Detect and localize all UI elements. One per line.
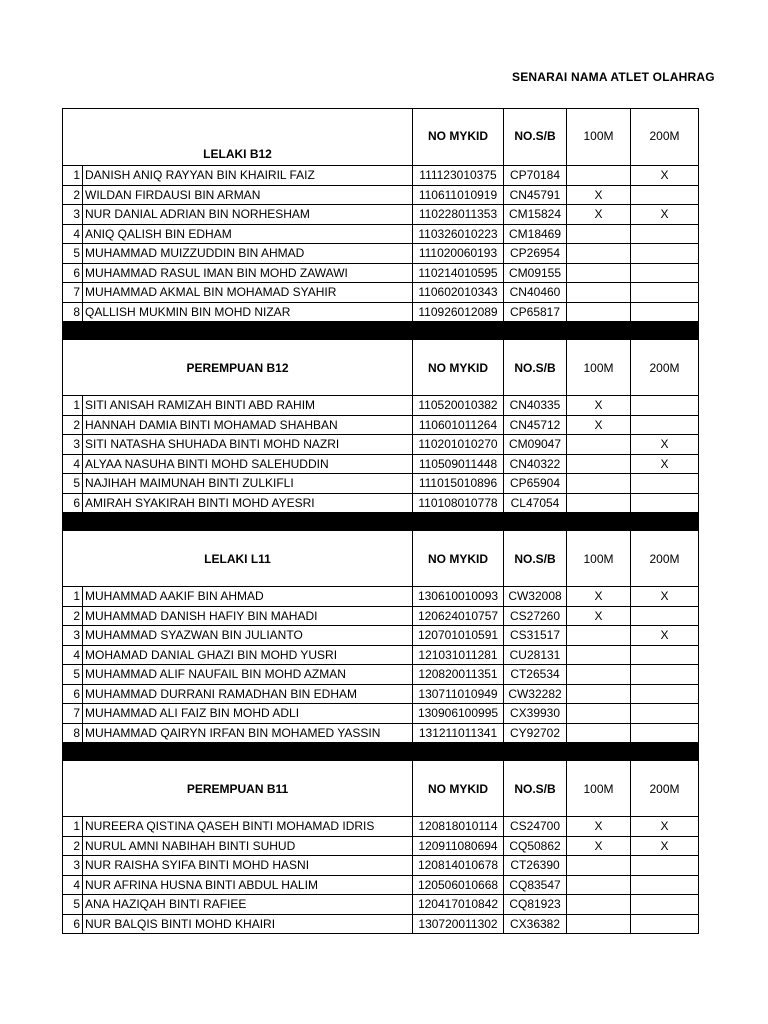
event-100m-mark: [567, 626, 631, 646]
athlete-name: SITI NATASHA SHUHADA BINTI MOHD NAZRI: [83, 435, 413, 455]
athlete-name: NUR DANIAL ADRIAN BIN NORHESHAM: [83, 205, 413, 225]
event-200m-mark: X: [631, 817, 699, 837]
sb-number: CL47054: [504, 493, 567, 513]
sb-number: CQ83547: [504, 875, 567, 895]
sb-number: CW32282: [504, 684, 567, 704]
section-divider: [63, 322, 699, 340]
column-header-100m: 100M: [567, 761, 631, 817]
row-number: 8: [63, 302, 83, 322]
row-number: 3: [63, 205, 83, 225]
event-100m-mark: [567, 704, 631, 724]
column-header-mykid: NO MYKID: [413, 340, 504, 396]
event-200m-mark: [631, 185, 699, 205]
event-200m-mark: [631, 704, 699, 724]
event-200m-mark: [631, 302, 699, 322]
mykid-number: 110214010595: [413, 263, 504, 283]
event-200m-mark: [631, 474, 699, 494]
mykid-number: 131211011341: [413, 723, 504, 743]
sb-number: CW32008: [504, 587, 567, 607]
row-number: 8: [63, 723, 83, 743]
athlete-row: [63, 606, 699, 626]
event-200m-mark: [631, 396, 699, 416]
athlete-name: MUHAMMAD ALIF NAUFAIL BIN MOHD AZMAN: [83, 665, 413, 685]
athlete-row: [63, 415, 699, 435]
mykid-number: 130610010093: [413, 587, 504, 607]
event-100m-mark: X: [567, 587, 631, 607]
row-number: 3: [63, 856, 83, 876]
column-header-mykid: NO MYKID: [413, 109, 504, 166]
event-200m-mark: X: [631, 454, 699, 474]
row-number: 4: [63, 875, 83, 895]
athlete-name: MUHAMMAD DANISH HAFIY BIN MAHADI: [83, 606, 413, 626]
athlete-name: ALYAA NASUHA BINTI MOHD SALEHUDDIN: [83, 454, 413, 474]
mykid-number: 120624010757: [413, 606, 504, 626]
row-number: 6: [63, 493, 83, 513]
athlete-table: [62, 108, 699, 934]
mykid-number: 110601011264: [413, 415, 504, 435]
athlete-name: ANA HAZIQAH BINTI RAFIEE: [83, 895, 413, 915]
mykid-number: 120506010668: [413, 875, 504, 895]
event-100m-mark: X: [567, 606, 631, 626]
row-number: 1: [63, 166, 83, 186]
event-200m-mark: [631, 665, 699, 685]
event-100m-mark: [567, 244, 631, 264]
athlete-name: MUHAMMAD SYAZWAN BIN JULIANTO: [83, 626, 413, 646]
event-100m-mark: [567, 665, 631, 685]
column-header-100m: 100M: [567, 109, 631, 166]
athlete-name: MOHAMAD DANIAL GHAZI BIN MOHD YUSRI: [83, 645, 413, 665]
row-number: 1: [63, 396, 83, 416]
athlete-row: [63, 626, 699, 646]
athlete-row: [63, 166, 699, 186]
athlete-name: MUHAMMAD AAKIF BIN AHMAD: [83, 587, 413, 607]
athlete-row: [63, 283, 699, 303]
event-200m-mark: X: [631, 166, 699, 186]
row-number: 4: [63, 645, 83, 665]
event-200m-mark: X: [631, 836, 699, 856]
event-200m-mark: X: [631, 205, 699, 225]
event-100m-mark: [567, 166, 631, 186]
section-header-row: [63, 109, 699, 166]
sb-number: CU28131: [504, 645, 567, 665]
event-200m-mark: [631, 895, 699, 915]
event-100m-mark: [567, 493, 631, 513]
column-header-mykid: NO MYKID: [413, 531, 504, 587]
athlete-row: [63, 244, 699, 264]
athlete-name: WILDAN FIRDAUSI BIN ARMAN: [83, 185, 413, 205]
row-number: 1: [63, 587, 83, 607]
divider-bar: [63, 513, 699, 531]
section-label: LELAKI B12: [63, 109, 413, 166]
section-divider: [63, 743, 699, 761]
row-number: 2: [63, 185, 83, 205]
sb-number: CM09155: [504, 263, 567, 283]
athlete-name: NUR AFRINA HUSNA BINTI ABDUL HALIM: [83, 875, 413, 895]
event-200m-mark: [631, 415, 699, 435]
sb-number: CP65904: [504, 474, 567, 494]
athlete-name: MUHAMMAD ALI FAIZ BIN MOHD ADLI: [83, 704, 413, 724]
sb-number: CS24700: [504, 817, 567, 837]
athlete-name: MUHAMMAD MUIZZUDDIN BIN AHMAD: [83, 244, 413, 264]
event-100m-mark: X: [567, 817, 631, 837]
column-header-nosb: NO.S/B: [504, 109, 567, 166]
sb-number: CM09047: [504, 435, 567, 455]
document-title: SENARAI NAMA ATLET OLAHRAG: [512, 70, 715, 84]
athlete-row: [63, 704, 699, 724]
event-100m-mark: [567, 302, 631, 322]
athlete-name: NAJIHAH MAIMUNAH BINTI ZULKIFLI: [83, 474, 413, 494]
event-200m-mark: [631, 875, 699, 895]
column-header-nosb: NO.S/B: [504, 531, 567, 587]
sb-number: CX39930: [504, 704, 567, 724]
athlete-row: [63, 817, 699, 837]
event-100m-mark: [567, 914, 631, 934]
athlete-name: MUHAMMAD AKMAL BIN MOHAMAD SYAHIR: [83, 283, 413, 303]
event-100m-mark: X: [567, 205, 631, 225]
column-header-nosb: NO.S/B: [504, 340, 567, 396]
event-100m-mark: [567, 875, 631, 895]
row-number: 3: [63, 435, 83, 455]
column-header-200m: 200M: [631, 531, 699, 587]
athlete-row: [63, 224, 699, 244]
mykid-number: 120818010114: [413, 817, 504, 837]
sb-number: CQ81923: [504, 895, 567, 915]
mykid-number: 110228011353: [413, 205, 504, 225]
column-header-100m: 100M: [567, 531, 631, 587]
row-number: 2: [63, 415, 83, 435]
sb-number: CT26534: [504, 665, 567, 685]
row-number: 6: [63, 684, 83, 704]
row-number: 2: [63, 836, 83, 856]
athlete-row: [63, 836, 699, 856]
sb-number: CS27260: [504, 606, 567, 626]
mykid-number: 120701010591: [413, 626, 504, 646]
column-header-200m: 200M: [631, 340, 699, 396]
athlete-name: ANIQ QALISH BIN EDHAM: [83, 224, 413, 244]
athlete-row: [63, 454, 699, 474]
row-number: 5: [63, 244, 83, 264]
row-number: 7: [63, 704, 83, 724]
row-number: 3: [63, 626, 83, 646]
athlete-name: MUHAMMAD RASUL IMAN BIN MOHD ZAWAWI: [83, 263, 413, 283]
athlete-name: AMIRAH SYAKIRAH BINTI MOHD AYESRI: [83, 493, 413, 513]
mykid-number: 111015010896: [413, 474, 504, 494]
row-number: 5: [63, 665, 83, 685]
row-number: 1: [63, 817, 83, 837]
athlete-row: [63, 645, 699, 665]
event-200m-mark: [631, 645, 699, 665]
athlete-row: [63, 493, 699, 513]
column-header-100m: 100M: [567, 340, 631, 396]
athlete-name: SITI ANISAH RAMIZAH BINTI ABD RAHIM: [83, 396, 413, 416]
event-100m-mark: [567, 856, 631, 876]
event-100m-mark: [567, 684, 631, 704]
event-200m-mark: [631, 283, 699, 303]
event-200m-mark: [631, 856, 699, 876]
section-label: LELAKI L11: [63, 531, 413, 587]
event-100m-mark: X: [567, 185, 631, 205]
sb-number: CN40335: [504, 396, 567, 416]
divider-bar: [63, 322, 699, 340]
event-100m-mark: X: [567, 415, 631, 435]
sb-number: CP26954: [504, 244, 567, 264]
athlete-name: NUREERA QISTINA QASEH BINTI MOHAMAD IDRIS: [83, 817, 413, 837]
athlete-name: NUR BALQIS BINTI MOHD KHAIRI: [83, 914, 413, 934]
athlete-row: [63, 587, 699, 607]
mykid-number: 110201010270: [413, 435, 504, 455]
event-100m-mark: [567, 895, 631, 915]
event-100m-mark: [567, 645, 631, 665]
athlete-row: [63, 302, 699, 322]
event-200m-mark: X: [631, 626, 699, 646]
section-header-row: [63, 531, 699, 587]
sb-number: CY92702: [504, 723, 567, 743]
event-100m-mark: [567, 454, 631, 474]
column-header-200m: 200M: [631, 109, 699, 166]
athlete-row: [63, 185, 699, 205]
mykid-number: 120820011351: [413, 665, 504, 685]
sb-number: CN45712: [504, 415, 567, 435]
sb-number: CM15824: [504, 205, 567, 225]
sb-number: CX36382: [504, 914, 567, 934]
sb-number: CN40460: [504, 283, 567, 303]
mykid-number: 130720011302: [413, 914, 504, 934]
row-number: 5: [63, 474, 83, 494]
mykid-number: 130711010949: [413, 684, 504, 704]
mykid-number: 120814010678: [413, 856, 504, 876]
column-header-nosb: NO.S/B: [504, 761, 567, 817]
event-200m-mark: [631, 493, 699, 513]
athlete-name: QALLISH MUKMIN BIN MOHD NIZAR: [83, 302, 413, 322]
athlete-row: [63, 895, 699, 915]
section-label: PEREMPUAN B12: [63, 340, 413, 396]
row-number: 4: [63, 224, 83, 244]
event-200m-mark: [631, 914, 699, 934]
mykid-number: 110108010778: [413, 493, 504, 513]
event-100m-mark: [567, 283, 631, 303]
mykid-number: 120911080694: [413, 836, 504, 856]
section-header-row: [63, 340, 699, 396]
athlete-row: [63, 914, 699, 934]
event-100m-mark: [567, 263, 631, 283]
section-label: PEREMPUAN B11: [63, 761, 413, 817]
event-200m-mark: [631, 606, 699, 626]
event-100m-mark: [567, 224, 631, 244]
athlete-row: [63, 396, 699, 416]
mykid-number: 110509011448: [413, 454, 504, 474]
athlete-name: MUHAMMAD QAIRYN IRFAN BIN MOHAMED YASSIN: [83, 723, 413, 743]
athlete-row: [63, 875, 699, 895]
section-divider: [63, 513, 699, 531]
event-100m-mark: X: [567, 396, 631, 416]
section-header-row: [63, 761, 699, 817]
athlete-row: [63, 856, 699, 876]
divider-bar: [63, 743, 699, 761]
mykid-number: 111123010375: [413, 166, 504, 186]
athlete-row: [63, 263, 699, 283]
athlete-row: [63, 684, 699, 704]
column-header-mykid: NO MYKID: [413, 761, 504, 817]
mykid-number: 110326010223: [413, 224, 504, 244]
row-number: 4: [63, 454, 83, 474]
sb-number: CN40322: [504, 454, 567, 474]
event-200m-mark: X: [631, 435, 699, 455]
event-100m-mark: [567, 435, 631, 455]
event-200m-mark: [631, 224, 699, 244]
mykid-number: 111020060193: [413, 244, 504, 264]
sb-number: CT26390: [504, 856, 567, 876]
row-number: 6: [63, 263, 83, 283]
athlete-row: [63, 665, 699, 685]
row-number: 5: [63, 895, 83, 915]
mykid-number: 120417010842: [413, 895, 504, 915]
athlete-name: DANISH ANIQ RAYYAN BIN KHAIRIL FAIZ: [83, 166, 413, 186]
row-number: 2: [63, 606, 83, 626]
sb-number: CQ50862: [504, 836, 567, 856]
event-100m-mark: [567, 723, 631, 743]
athlete-row: [63, 205, 699, 225]
event-200m-mark: [631, 723, 699, 743]
sb-number: CP65817: [504, 302, 567, 322]
sb-number: CS31517: [504, 626, 567, 646]
mykid-number: 110520010382: [413, 396, 504, 416]
mykid-number: 130906100995: [413, 704, 504, 724]
event-200m-mark: [631, 244, 699, 264]
mykid-number: 110602010343: [413, 283, 504, 303]
row-number: 6: [63, 914, 83, 934]
event-200m-mark: [631, 263, 699, 283]
event-200m-mark: X: [631, 587, 699, 607]
athlete-name: NURUL AMNI NABIHAH BINTI SUHUD: [83, 836, 413, 856]
athlete-row: [63, 474, 699, 494]
mykid-number: 110926012089: [413, 302, 504, 322]
event-100m-mark: [567, 474, 631, 494]
athlete-row: [63, 435, 699, 455]
column-header-200m: 200M: [631, 761, 699, 817]
event-100m-mark: X: [567, 836, 631, 856]
athlete-name: NUR RAISHA SYIFA BINTI MOHD HASNI: [83, 856, 413, 876]
athlete-row: [63, 723, 699, 743]
sb-number: CP70184: [504, 166, 567, 186]
athlete-name: HANNAH DAMIA BINTI MOHAMAD SHAHBAN: [83, 415, 413, 435]
mykid-number: 110611010919: [413, 185, 504, 205]
athlete-name: MUHAMMAD DURRANI RAMADHAN BIN EDHAM: [83, 684, 413, 704]
sb-number: CM18469: [504, 224, 567, 244]
mykid-number: 121031011281: [413, 645, 504, 665]
sb-number: CN45791: [504, 185, 567, 205]
event-200m-mark: [631, 684, 699, 704]
row-number: 7: [63, 283, 83, 303]
